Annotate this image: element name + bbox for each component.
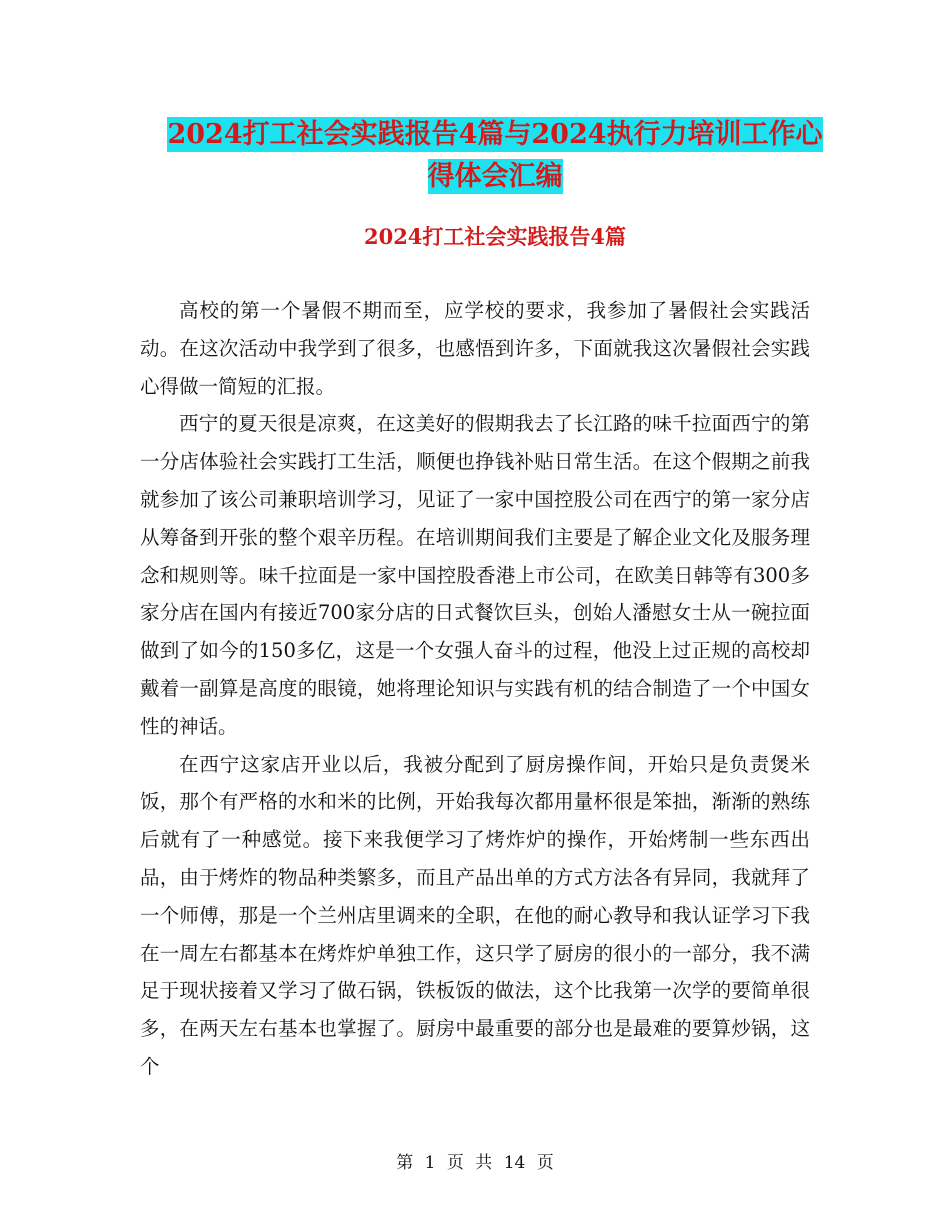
paragraph-3: 在西宁这家店开业以后，我被分配到了厨房操作间，开始只是负责煲米饭，那个有严格的水和米的比例，开始我每次都用量杯很是笨拙，渐渐的熟练后就有了一种感觉。接下来我便学习了烤炸炉的操作，开始烤制一些东西出品，由于烤炸的物品种类繁多，而且产品出单的方式方法各有异同，我就拜了一个师傅，那是一个兰州店里调来的全职，在他的耐心教导和我认证学习下我在一周左右都基本在烤炸炉单独工作，这只学了厨房的很小的一部分，我不满足于现状接着又学习了做石锅，铁板饭的做法，这个比我第一次学的要简单很多，在两天左右基本也掌握了。厨房中最重要的部分也是最难的要算炒锅，这个 xyxy=(140,752,810,1078)
document-title-line-1 xyxy=(140,112,850,158)
paragraph-1: 高校的第一个暑假不期而至，应学校的要求，我参加了暑假社会实践活动。在这次活动中我学到了很多，也感悟到许多，下面就我这次暑假社会实践心得做一简短的汇报。 xyxy=(140,299,810,398)
document-title-text-1: 2024打工社会实践报告4篇与2024执行力培训工作心 xyxy=(167,119,823,150)
section-title: 2024打工社会实践报告4篇 xyxy=(363,224,627,249)
document-title-line-2 xyxy=(140,154,850,200)
paragraph-2: 西宁的夏天很是凉爽，在这美好的假期我去了长江路的味千拉面西宁的第一分店体验社会实践打工生活，顺便也挣钱补贴日常生活。在这个假期之前我就参加了该公司兼职培训学习，见证了一家中国控股公司在西宁的第一家分店从筹备到开张的整个艰辛历程。在培训期间我们主要是了解企业文化及服务理念和规则等。味千拉面是一家中国控股香港上市公司，在欧美日韩等有300多家分店在国内有接近700家分店的日式餐饮巨头，创始人潘慰女士从一碗拉面做到了如今的150多亿，这是一个女强人奋斗的过程，他没上过正规的高校却戴着一副算是高度的眼镜，她将理论知识与实践有机的结合制造了一个中国女性的神话。 xyxy=(140,412,810,738)
document-title-text-2: 得体会汇编 xyxy=(427,161,563,192)
page-footer: 第 1 页 共 14 页 xyxy=(396,1153,554,1173)
body-text xyxy=(140,292,810,1086)
